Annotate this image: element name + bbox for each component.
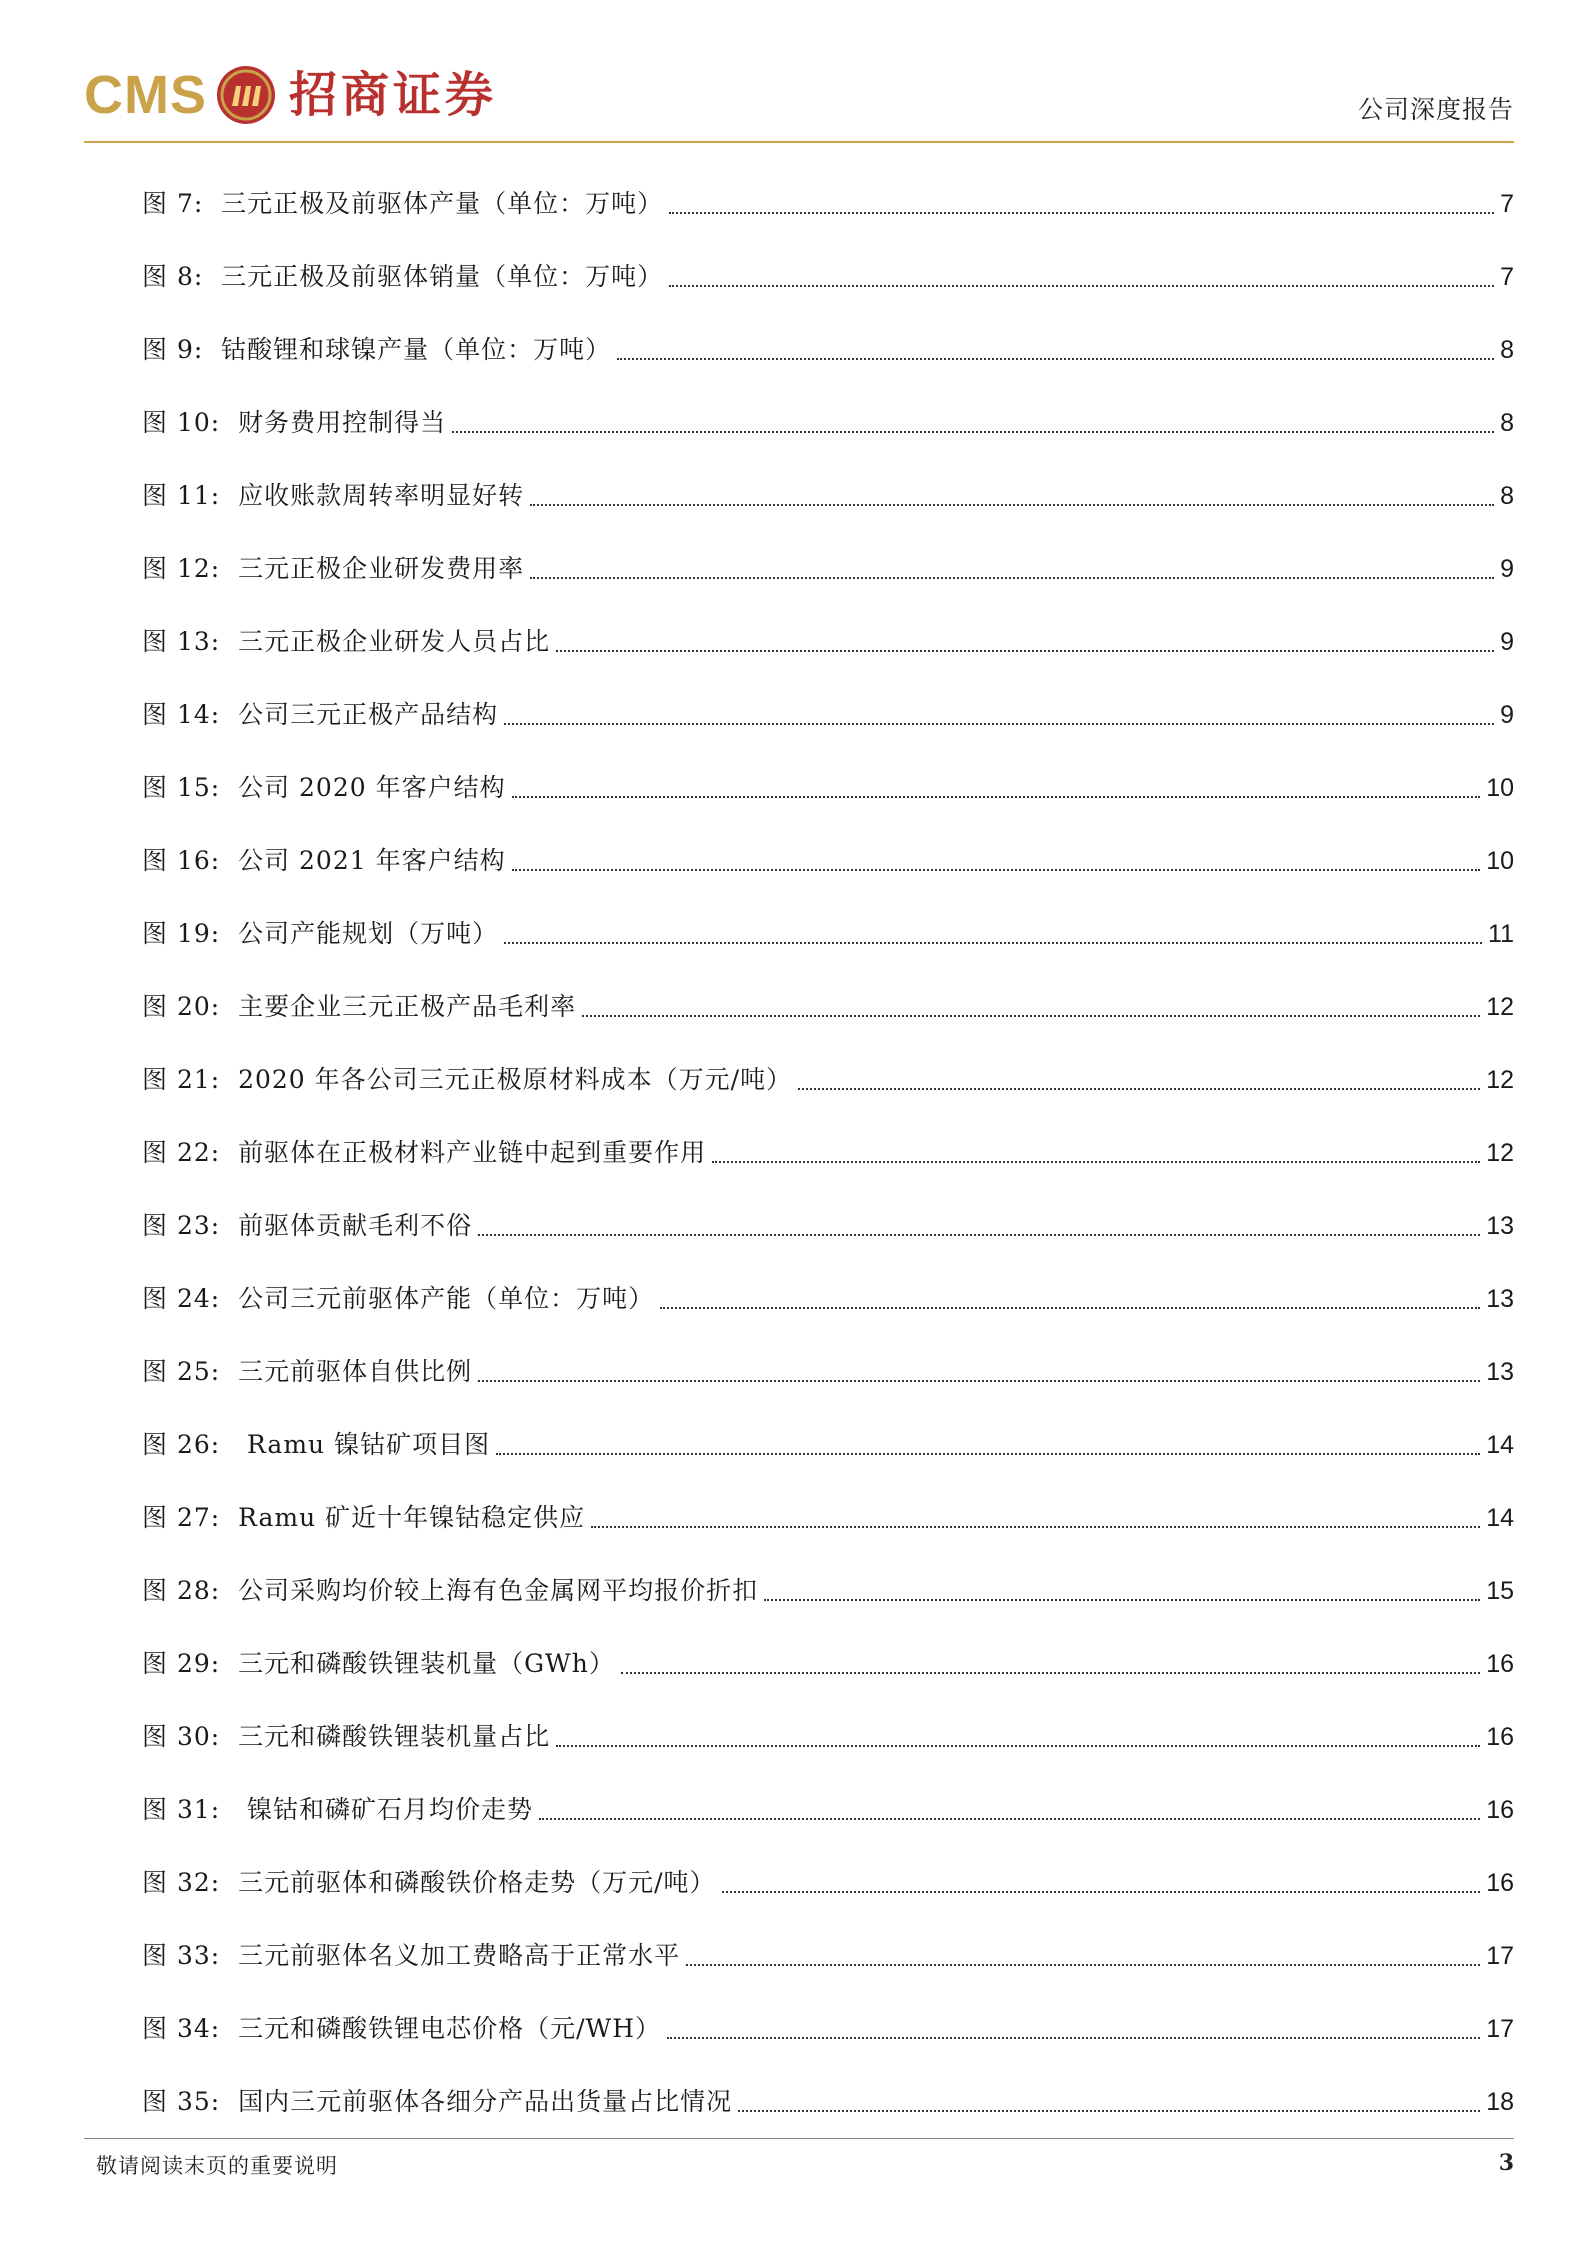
dot-leader [556, 650, 1494, 652]
toc-entry-label[interactable]: 图 20: 主要企业三元正极产品毛利率 [142, 991, 577, 1021]
toc-entry-page[interactable]: 10 [1486, 773, 1514, 802]
toc-entry-label[interactable]: 图 30: 三元和磷酸铁锂装机量占比 [142, 1721, 551, 1751]
toc-entry-label[interactable]: 图 31: 镍钴和磷矿石月均价走势 [142, 1794, 534, 1824]
toc-entry-page[interactable]: 14 [1486, 1430, 1514, 1459]
toc-entry[interactable] [142, 1773, 1514, 1846]
toc-entry[interactable] [142, 751, 1514, 824]
toc-entry-page[interactable]: 16 [1486, 1649, 1514, 1678]
toc-entry-page[interactable]: 8 [1500, 408, 1514, 437]
page-number: 3 [1498, 2150, 1514, 2176]
toc-entry-page[interactable]: 16 [1486, 1795, 1514, 1824]
toc-entry-label[interactable]: 图 34: 三元和磷酸铁锂电芯价格（元/WH） [142, 2013, 661, 2043]
toc-entry-label[interactable]: 图 32: 三元前驱体和磷酸铁价格走势（万元/吨） [142, 1867, 716, 1897]
toc-entry-label[interactable]: 图 9: 钴酸锂和球镍产量（单位：万吨） [142, 334, 612, 364]
toc-entry-label[interactable]: 图 28: 公司采购均价较上海有色金属网平均报价折扣 [142, 1575, 759, 1605]
dot-leader [669, 285, 1494, 287]
toc-entry-label[interactable]: 图 19: 公司产能规划（万吨） [142, 918, 499, 948]
dot-leader [478, 1380, 1480, 1382]
toc-entry[interactable] [142, 1992, 1514, 2065]
toc-entry-label[interactable]: 图 27: Ramu 矿近十年镍钴稳定供应 [142, 1502, 586, 1532]
toc-entry-page[interactable]: 17 [1486, 2014, 1514, 2043]
toc-entry-page[interactable]: 11 [1488, 919, 1514, 948]
toc-entry-label[interactable]: 图 13: 三元正极企业研发人员占比 [142, 626, 551, 656]
toc-entry[interactable] [142, 240, 1514, 313]
toc-entry-label[interactable]: 图 12: 三元正极企业研发费用率 [142, 553, 525, 583]
toc-entry-page[interactable]: 13 [1486, 1357, 1514, 1386]
toc-entry-page[interactable]: 10 [1486, 846, 1514, 875]
dot-leader [621, 1672, 1480, 1674]
dot-leader [617, 358, 1494, 360]
figure-index-list [142, 167, 1514, 2138]
toc-entry-page[interactable]: 7 [1500, 262, 1514, 291]
toc-entry-label[interactable]: 图 14: 公司三元正极产品结构 [142, 699, 499, 729]
dot-leader [591, 1526, 1480, 1528]
toc-entry-page[interactable]: 12 [1486, 1138, 1514, 1167]
toc-entry[interactable] [142, 1554, 1514, 1627]
toc-entry[interactable] [142, 897, 1514, 970]
dot-leader [764, 1599, 1480, 1601]
toc-entry-label[interactable]: 图 8: 三元正极及前驱体销量（单位：万吨） [142, 261, 664, 291]
toc-entry-label[interactable]: 图 33: 三元前驱体名义加工费略高于正常水平 [142, 1940, 681, 1970]
toc-entry-label[interactable]: 图 15: 公司 2020 年客户结构 [142, 772, 506, 802]
toc-entry[interactable] [142, 1627, 1514, 1700]
toc-entry[interactable] [142, 1116, 1514, 1189]
toc-entry-page[interactable]: 7 [1500, 189, 1514, 218]
toc-entry-label[interactable]: 图 16: 公司 2021 年客户结构 [142, 845, 506, 875]
toc-entry[interactable] [142, 2065, 1514, 2138]
logo-cms-text: CMS [84, 65, 207, 125]
toc-entry-label[interactable]: 图 22: 前驱体在正极材料产业链中起到重要作用 [142, 1137, 707, 1167]
logo-emblem-icon [215, 64, 277, 126]
dot-leader [504, 942, 1482, 944]
dot-leader [452, 431, 1494, 433]
toc-entry[interactable] [142, 1335, 1514, 1408]
toc-entry[interactable] [142, 386, 1514, 459]
toc-entry-label[interactable]: 图 23: 前驱体贡献毛利不俗 [142, 1210, 473, 1240]
toc-entry-page[interactable]: 12 [1486, 992, 1514, 1021]
dot-leader [512, 869, 1481, 871]
toc-entry[interactable] [142, 1043, 1514, 1116]
dot-leader [738, 2110, 1480, 2112]
toc-entry-label[interactable]: 图 21: 2020 年各公司三元正极原材料成本（万元/吨） [142, 1064, 793, 1094]
dot-leader [686, 1964, 1480, 1966]
toc-entry[interactable] [142, 970, 1514, 1043]
toc-entry-label[interactable]: 图 35: 国内三元前驱体各细分产品出货量占比情况 [142, 2086, 733, 2116]
toc-entry-label[interactable]: 图 7: 三元正极及前驱体产量（单位：万吨） [142, 188, 664, 218]
toc-entry[interactable] [142, 167, 1514, 240]
dot-leader [504, 723, 1494, 725]
dot-leader [539, 1818, 1480, 1820]
toc-entry-page[interactable]: 15 [1486, 1576, 1514, 1605]
dot-leader [722, 1891, 1481, 1893]
logo-chinese-text: 招商证券 [289, 67, 498, 123]
dot-leader [512, 796, 1481, 798]
toc-entry[interactable] [142, 532, 1514, 605]
toc-entry[interactable] [142, 605, 1514, 678]
toc-entry-page[interactable]: 14 [1486, 1503, 1514, 1532]
toc-entry[interactable] [142, 313, 1514, 386]
company-logo [84, 60, 497, 130]
toc-entry-label[interactable]: 图 26: Ramu 镍钴矿项目图 [142, 1429, 491, 1459]
page-header [84, 52, 1514, 144]
toc-entry[interactable] [142, 1846, 1514, 1919]
dot-leader [660, 1307, 1480, 1309]
toc-entry-label[interactable]: 图 29: 三元和磷酸铁锂装机量（GWh） [142, 1648, 615, 1678]
report-type-label: 公司深度报告 [1357, 95, 1514, 124]
toc-entry[interactable] [142, 824, 1514, 897]
toc-entry-page[interactable]: 9 [1500, 554, 1514, 583]
dot-leader [798, 1088, 1480, 1090]
toc-entry-page[interactable]: 13 [1486, 1211, 1514, 1240]
toc-entry[interactable] [142, 459, 1514, 532]
toc-entry-label[interactable]: 图 25: 三元前驱体自供比例 [142, 1356, 473, 1386]
toc-entry-page[interactable]: 13 [1486, 1284, 1514, 1313]
toc-entry[interactable] [142, 1262, 1514, 1335]
toc-entry-page[interactable]: 9 [1500, 627, 1514, 656]
toc-entry[interactable] [142, 1919, 1514, 1992]
toc-entry-label[interactable]: 图 10: 财务费用控制得当 [142, 407, 447, 437]
toc-entry-page[interactable]: 12 [1486, 1065, 1514, 1094]
toc-entry-page[interactable]: 16 [1486, 1722, 1514, 1751]
dot-leader [582, 1015, 1480, 1017]
dot-leader [669, 212, 1494, 214]
toc-entry-label[interactable]: 图 11: 应收账款周转率明显好转 [142, 480, 525, 510]
dot-leader [712, 1161, 1480, 1163]
dot-leader [530, 577, 1494, 579]
toc-entry[interactable] [142, 1189, 1514, 1262]
dot-leader [496, 1453, 1480, 1455]
toc-entry[interactable] [142, 1700, 1514, 1773]
toc-entry-page[interactable]: 9 [1500, 700, 1514, 729]
dot-leader [667, 2037, 1480, 2039]
dot-leader [556, 1745, 1480, 1747]
footer-divider [84, 2138, 1514, 2139]
toc-entry-page[interactable]: 8 [1500, 481, 1514, 510]
toc-entry[interactable] [142, 678, 1514, 751]
dot-leader [478, 1234, 1480, 1236]
header-divider [84, 141, 1514, 143]
toc-entry-label[interactable]: 图 24: 公司三元前驱体产能（单位：万吨） [142, 1283, 655, 1313]
toc-entry-page[interactable]: 16 [1486, 1868, 1514, 1897]
toc-entry-page[interactable]: 17 [1486, 1941, 1514, 1970]
toc-entry-page[interactable]: 8 [1500, 335, 1514, 364]
dot-leader [530, 504, 1494, 506]
disclaimer-note: 敬请阅读末页的重要说明 [96, 2154, 338, 2178]
toc-entry[interactable] [142, 1408, 1514, 1481]
toc-entry[interactable] [142, 1481, 1514, 1554]
toc-entry-page[interactable]: 18 [1486, 2087, 1514, 2116]
